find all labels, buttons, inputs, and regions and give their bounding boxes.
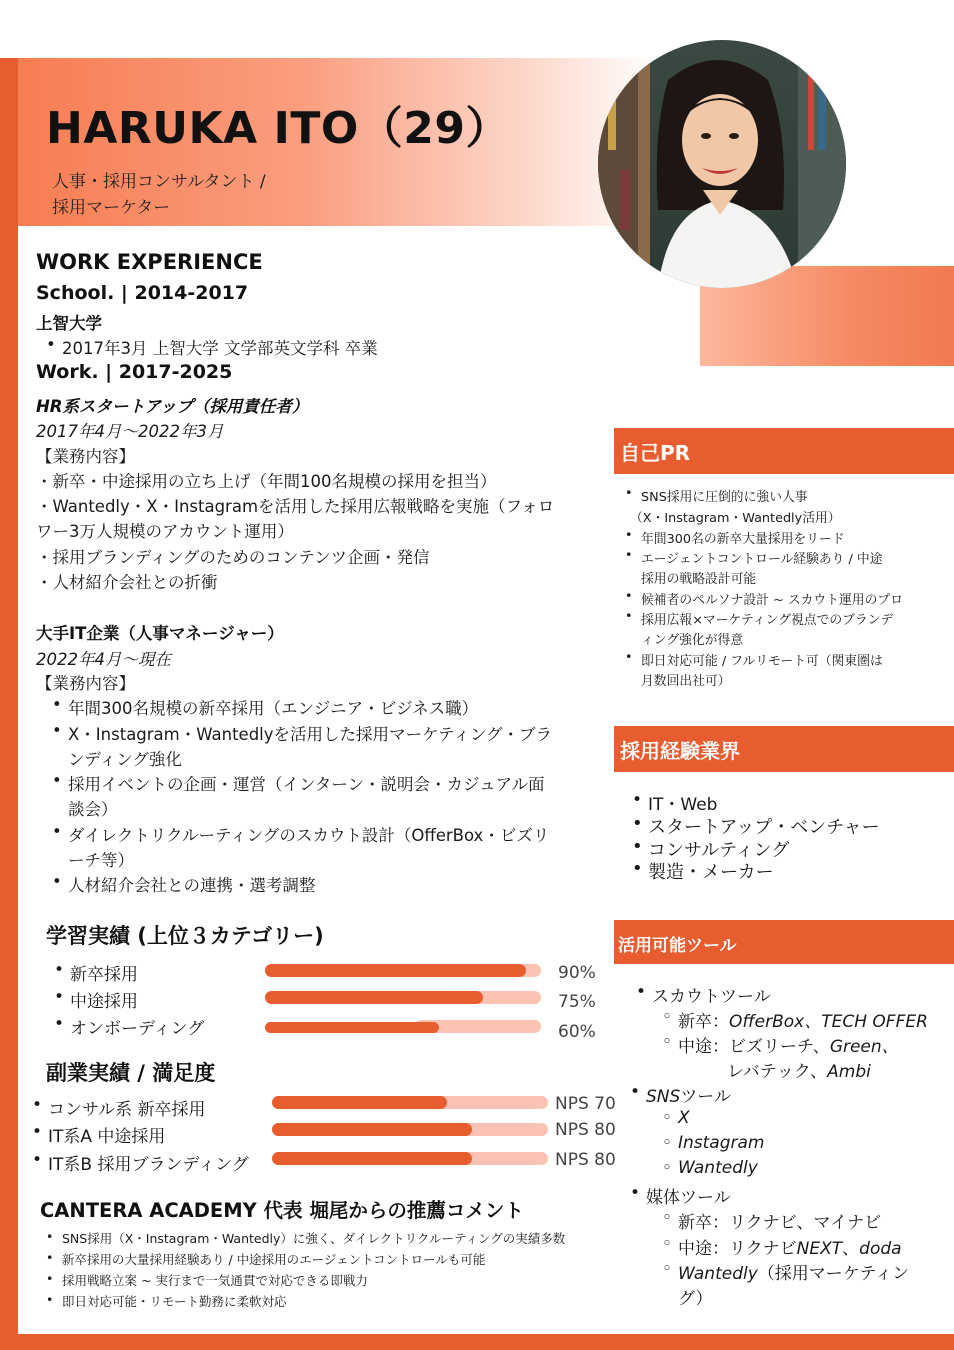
scout-tools-label: • スカウトツール (652, 982, 771, 1007)
school-name: 上智大学 (36, 314, 102, 333)
media-wantedly-name: Wantedly (678, 1264, 758, 1284)
learning-label: • 中途採用 (70, 987, 138, 1012)
self-pr-item: • エージェントコントロール経験あり / 中途 (641, 548, 883, 567)
side-job-bar-fill (272, 1123, 472, 1136)
job1-line: ・新卒・中途採用の立ち上げ（年間100名規模の採用を担当） (36, 472, 497, 491)
learning-label: • オンボーディング (70, 1014, 204, 1039)
side-job-label: • IT系A 中途採用 (48, 1122, 165, 1147)
role-line-2: 採用マーケター (52, 198, 171, 218)
left-accent-bar (0, 58, 18, 1350)
side-job-label: • コンサル系 新卒採用 (48, 1095, 206, 1120)
learning-label: • 新卒採用 (70, 960, 138, 985)
learning-title: 学習実績 (上位３カテゴリー) (46, 924, 324, 948)
self-pr-item-cont: 採用の戦略設計可能 (641, 572, 757, 587)
job1-period: 2017年4月〜2022年3月 (36, 422, 224, 441)
industry-item: • 製造・メーカー (648, 858, 774, 884)
media-new-grad-label: 新卒： (678, 1213, 729, 1233)
self-pr-item: • 年間300名の新卒大量採用をリード (641, 528, 845, 547)
media-new-grad-value: リクナビ、マイナビ (729, 1213, 882, 1233)
media-mid-value: リクナビ (729, 1239, 797, 1259)
bottom-accent-bar (0, 1334, 954, 1350)
nps-score: NPS 70 (555, 1094, 616, 1114)
tools-title: 活用可能ツール (618, 936, 737, 956)
job2-duties-label: 【業務内容】 (36, 674, 135, 693)
learning-bar-fill (265, 964, 526, 977)
learning-bar-fill (265, 1022, 439, 1033)
work-experience-title: WORK EXPERIENCE (36, 250, 263, 274)
job2-period: 2022年4月〜現在 (36, 650, 171, 669)
media-mid-label: 中途： (678, 1239, 729, 1259)
profile-photo (598, 40, 846, 288)
self-pr-item-cont: 月数回出社可） (641, 674, 731, 689)
learning-percent: 60% (558, 1022, 596, 1042)
self-pr-item-cont: （X・Instagram・Wantedly活用） (630, 511, 841, 526)
scout-mid-value-ambi: Ambi (827, 1062, 871, 1082)
scout-mid-value: ビズリーチ、 (729, 1037, 830, 1057)
sns-tools-label (646, 1082, 731, 1107)
job1-duties-label: 【業務内容】 (36, 447, 135, 466)
portrait-illustration (598, 40, 846, 288)
job2-item-cont: ンディング強化 (68, 750, 182, 769)
new-grad-label: 新卒： (678, 1012, 729, 1032)
school-heading: School. | 2014-2017 (36, 282, 249, 304)
learning-bar-fill (265, 991, 483, 1004)
industries-header (614, 726, 954, 772)
self-pr-header (614, 428, 954, 474)
candidate-name: HARUKA ITO（29） (46, 103, 510, 154)
side-job-bar-fill (272, 1152, 472, 1165)
learning-percent: 75% (558, 992, 596, 1012)
self-pr-item: • 採用広報×マーケティング視点でのブランデ (641, 609, 893, 628)
sns-label-b: ツール (680, 1087, 731, 1107)
sns-tool-item: ◦ Wantedly (678, 1158, 758, 1178)
self-pr-item: • 候補者のペルソナ設計 ~ スカウト運用のプロ (641, 589, 903, 608)
media-mid-career (678, 1234, 902, 1259)
side-job-label: • IT系B 採用ブランディング (48, 1150, 249, 1175)
work-heading: Work. | 2017-2025 (36, 361, 233, 383)
industry-item: • IT・Web (648, 790, 717, 815)
sns-tool-item: ◦ Instagram (678, 1133, 765, 1153)
scout-mid-career (678, 1032, 899, 1057)
media-tools-label: • 媒体ツール (646, 1183, 731, 1208)
media-wantedly-cont: グ） (678, 1289, 713, 1309)
industry-item: • コンサルティング (648, 836, 789, 862)
job2-item: • 採用イベントの企画・運営（インターン・説明会・カジュアル面 (68, 771, 545, 795)
recommendation-item: • 新卒採用の大量採用経験あり / 中途採用のエージェントコントロールも可能 (62, 1250, 485, 1268)
side-jobs-title: 副業実績 / 満足度 (46, 1061, 216, 1085)
mid-label: 中途： (678, 1037, 729, 1057)
job1-line: ・Wantedly・X・Instagramを活用した採用広報戦略を実施（フォロ (36, 497, 555, 516)
job2-item: • ダイレクトリクルーティングのスカウト設計（OfferBox・ビズリ (68, 822, 549, 846)
job2-company: 大手IT企業（人事マネージャー） (36, 624, 284, 643)
sns-label-a: SNS (646, 1087, 681, 1107)
job1-company: HR系スタートアップ（採用責任者） (36, 397, 309, 416)
scout-new-grad (678, 1007, 928, 1032)
recommendation-title: CANTERA ACADEMY 代表 堀尾からの推薦コメント (40, 1199, 524, 1222)
self-pr-item: • SNS採用に圧倒的に強い人事 (641, 486, 808, 505)
self-pr-title: 自己PR (620, 441, 691, 465)
school-item: • 2017年3月 上智大学 文学部英文学科 卒業 (62, 335, 378, 359)
job2-item: • 年間300名規模の新卒採用（エンジニア・ビジネス職） (68, 695, 478, 719)
recommendation-item: • 即日対応可能・リモート勤務に柔軟対応 (62, 1292, 287, 1310)
industry-item: • スタートアップ・ベンチャー (648, 813, 880, 839)
side-job-bar-fill (272, 1096, 447, 1109)
scout-new-grad-value: OfferBox、TECH OFFER (729, 1012, 928, 1032)
media-new-grad (678, 1208, 881, 1233)
scout-mid-value-green: Green、 (829, 1037, 899, 1057)
media-wantedly (678, 1259, 909, 1284)
media-wantedly-note: （採用マーケティン (757, 1264, 910, 1284)
job2-item: • X・Instagram・Wantedlyを活用した採用マーケティング・ブラ (68, 721, 552, 745)
nps-score: NPS 80 (555, 1120, 616, 1140)
media-mid-sep: 、 (842, 1239, 860, 1259)
recommendation-item: • SNS採用（X・Instagram・Wantedly）に強く、ダイレクトリクルーティングの実績多数 (62, 1229, 565, 1247)
self-pr-item: • 即日対応可能 / フルリモート可（関東圏は (641, 650, 883, 669)
sns-tool-item: ◦ X (678, 1108, 690, 1128)
job1-line: ・人材紹介会社との折衝 (36, 573, 218, 592)
job2-item-cont: 談会） (68, 800, 118, 819)
nps-score: NPS 80 (555, 1150, 616, 1170)
scout-mid-value-levtech: レバテック、 (727, 1062, 828, 1082)
self-pr-item-cont: ィング強化が得意 (641, 633, 744, 648)
scout-mid-career-cont (727, 1057, 871, 1082)
job1-line: ・採用ブランディングのためのコンテンツ企画・発信 (36, 548, 430, 567)
job2-item-cont: ーチ等） (68, 851, 134, 870)
media-mid-value-doda: doda (859, 1239, 902, 1259)
media-mid-value-next: NEXT (796, 1239, 843, 1259)
tools-header (614, 920, 954, 964)
industries-title: 採用経験業界 (620, 739, 740, 763)
role-line-1: 人事・採用コンサルタント / (52, 172, 266, 192)
job2-item: • 人材紹介会社との連携・選考調整 (68, 872, 316, 896)
job1-line: ワー3万人規模のアカウント運用） (36, 522, 294, 541)
recommendation-item: • 採用戦略立案 ~ 実行まで一気通貫で対応できる即戦力 (62, 1271, 368, 1289)
learning-percent: 90% (558, 963, 596, 983)
